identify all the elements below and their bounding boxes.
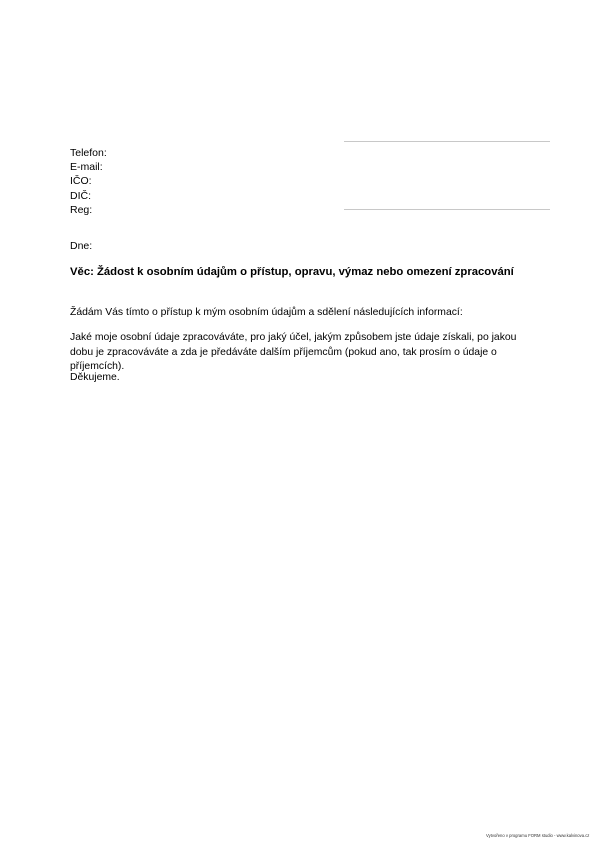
paragraph-request: Žádám Vás tímto o přístup k mým osobním údajům a sdělení následujících informací: — [70, 307, 463, 318]
dic-label: DIČ: — [70, 189, 91, 202]
recipient-bottom-rule — [344, 209, 550, 210]
footer-note: Vytvořeno v programu FORM studio - www.kalvinova.cz — [486, 833, 590, 838]
contact-block — [70, 146, 107, 217]
recipient-top-rule — [344, 141, 550, 142]
telefon-label: Telefon: — [70, 147, 107, 159]
email-label: E-mail: — [70, 161, 103, 174]
date-label: Dne: — [70, 240, 93, 252]
reg-label: Reg: — [70, 203, 93, 216]
subject-heading: Věc: Žádost k osobním údajům o přístup, opravu, výmaz nebo omezení zpracování — [70, 266, 514, 278]
paragraph-thanks: Děkujeme. — [70, 372, 120, 383]
ico-label: IČO: — [70, 175, 92, 188]
paragraph-details: Jaké moje osobní údaje zpracováváte, pro jaký účel, jakým způsobem jste údaje získali, po jakou dobu je zpracováváte a zda je předáváte dalším příjemcům (pokud ano, tak prosím o údaje o příjemcích). — [70, 332, 517, 373]
